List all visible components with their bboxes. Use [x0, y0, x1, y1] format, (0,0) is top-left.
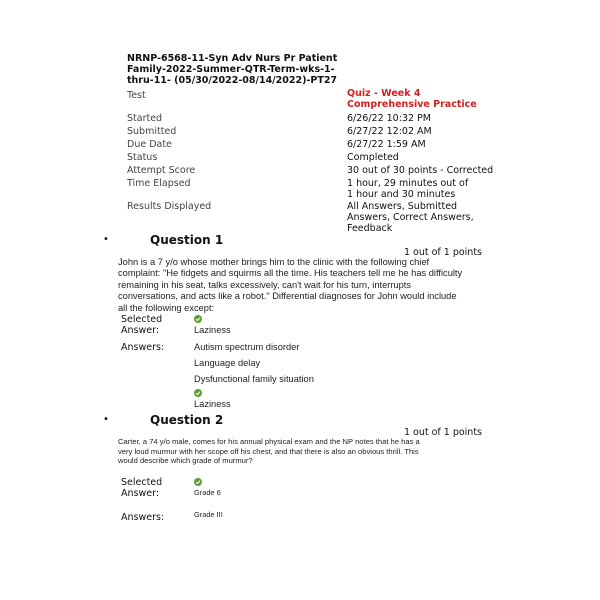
question-1-answer-3: Dysfunctional family situation: [194, 374, 314, 384]
info-label-submitted: Submitted: [127, 126, 177, 137]
info-value-results-displayed: All Answers, Submitted Answers, Correct Answers, Feedback: [347, 201, 474, 234]
info-value-due-date: 6/27/22 1:59 AM: [347, 139, 426, 150]
question-1-bullet: •: [103, 234, 109, 245]
question-1-selected-label: Selected Answer:: [121, 314, 163, 336]
correct-check-icon: [194, 315, 202, 323]
info-label-due-date: Due Date: [127, 139, 172, 150]
info-label-status: Status: [127, 152, 158, 163]
question-1-answer-2: Language delay: [194, 358, 261, 368]
info-label-attempt-score: Attempt Score: [127, 165, 196, 176]
question-2-selected-label: Selected Answer:: [121, 477, 163, 499]
question-2-answers-label: Answers:: [121, 512, 165, 523]
question-1-text: John is a 7 y/o whose mother brings him to the clinic with the following chief complaint: "He fidgets and squirms all the time. His teachers tell me he has difficulty remaining in his seat, talks excessively, can't wait for his turn, interrupts conversations, and acts like a robot." Differential diagnoses for John would include all the following except:: [118, 257, 463, 313]
question-1-selected-answer-text: Laziness: [194, 325, 231, 335]
question-2-title: Question 2: [150, 413, 224, 427]
info-value-started: 6/26/22 10:32 PM: [347, 113, 431, 124]
correct-check-icon: [194, 389, 202, 397]
question-1-answer-1: Autism spectrum disorder: [194, 342, 300, 352]
question-1-answers-label: Answers:: [121, 342, 165, 353]
question-2-selected-answer-text: Grade 6: [194, 488, 221, 497]
question-1-title: Question 1: [150, 233, 224, 247]
question-1-points: 1 out of 1 points: [403, 247, 482, 258]
question-2-bullet: •: [103, 414, 109, 425]
course-title: NRNP-6568-11-Syn Adv Nurs Pr Patient Family-2022-Summer-QTR-Term-wks-1-thru-11- (05/30/2022-08/14/2022)-PT27: [127, 53, 338, 86]
info-value-submitted: 6/27/22 12:02 AM: [347, 126, 432, 137]
question-2-text: Carter, a 74 y/o male, comes for his annual physical exam and the NP notes that he has a very loud murmur with her scope off his chest, and that there is also an obvious thrill. This would describe which grade of murmur?: [118, 437, 420, 466]
question-2-points: 1 out of 1 points: [403, 427, 482, 438]
correct-check-icon: [194, 478, 202, 486]
question-2-answer-1: Grade III: [194, 510, 223, 519]
info-value-attempt-score: 30 out of 30 points - Corrected: [347, 165, 494, 176]
question-1-answer-4-text: Laziness: [194, 399, 231, 409]
info-label-test: Test: [127, 90, 146, 101]
info-label-results-displayed: Results Displayed: [127, 201, 212, 212]
info-value-time-elapsed: 1 hour, 29 minutes out of 1 hour and 30 minutes: [347, 178, 469, 200]
info-value-test: Quiz - Week 4 Comprehensive Practice: [347, 88, 477, 110]
question-2-selected-answer: [194, 478, 224, 497]
info-value-status: Completed: [347, 152, 399, 163]
question-1-answer-4: [194, 389, 231, 409]
info-label-started: Started: [127, 113, 163, 124]
question-1-selected-answer: [194, 315, 231, 335]
info-label-time-elapsed: Time Elapsed: [127, 178, 191, 189]
